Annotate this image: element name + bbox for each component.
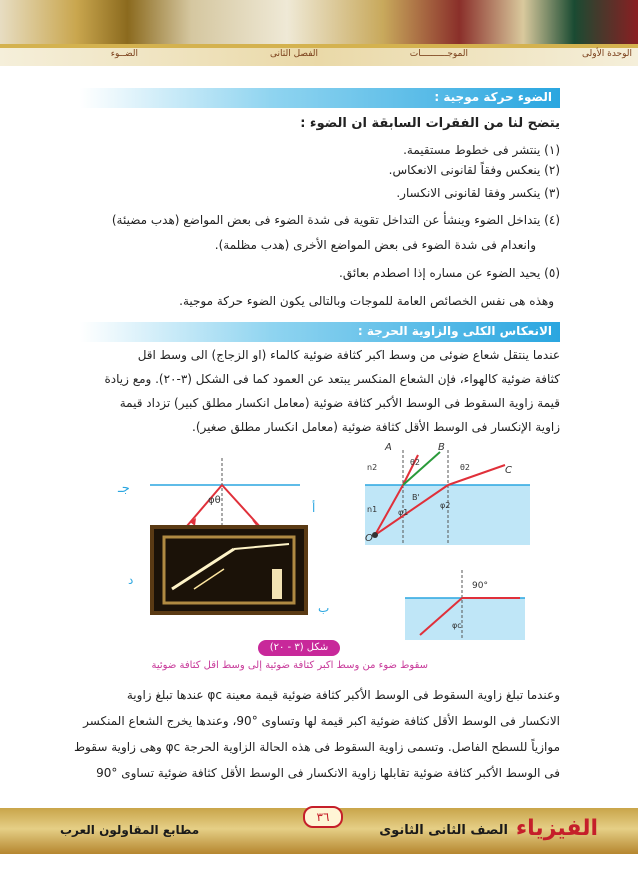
glass-block-photo (150, 525, 308, 615)
label-theta2b: θ2 (460, 463, 470, 472)
paragraph-line: فى الوسط الأكبر كثافة ضوئية تقابلها زاوية الانكسار فى الوسط الأقل كثافة ضوئية تساوى °90 (96, 766, 560, 780)
footer-subject: الفيزياء (515, 816, 598, 841)
label-dal: د (128, 573, 134, 587)
section-title: الانعكاس الكلى والزاوية الحرجة : (357, 324, 552, 338)
label-baa: ب (318, 601, 330, 615)
label-C: C (505, 465, 512, 476)
label-n2: n2 (367, 463, 378, 472)
label-theta2: θ2 (410, 458, 420, 467)
figure-label: شكل (٣ - ٢٠) (258, 640, 340, 656)
footer-publisher: مطابع المقاولون العرب (60, 823, 200, 837)
diagram-critical-angle (405, 570, 525, 640)
section-title-bar (80, 88, 560, 108)
page-number: ٣٦ (303, 806, 343, 828)
list-item: (٣) ينكسر وفقا لقانونى الانكسار. (396, 186, 560, 200)
list-item: (١) ينتشر فى خطوط مستقيمة. (403, 143, 560, 157)
section-title-bar (80, 322, 560, 342)
label-Bprime: B' (412, 493, 420, 502)
paragraph-line: كثافة ضوئية كالهواء، فإن الشعاع المنكسر يبتعد عن العمود كما فى الشكل (٣-٢٠). ومع زيادة (104, 372, 560, 386)
header-chapter: الفصل الثانى (270, 49, 318, 59)
paragraph-line: وعندما تبلغ زاوية السقوط فى الوسط الأكبر كثافة ضوئية قيمة معينة φc عندها تبلغ زاوية (126, 688, 560, 702)
paragraph-line: قيمة زاوية السقوط فى الوسط الأكبر كثافة ضوئية (معامل انكسار مطلق كبير) تزداد قيمة (119, 396, 560, 410)
list-item: (٤) يتداخل الضوء وينشأ عن التداخل تقوية فى شدة الضوء فى بعض المواضع (هدب مضيئة) (111, 213, 560, 227)
list-item: وانعدام فى شدة الضوء فى بعض المواضع الأخرى (هدب مظلمة). (214, 238, 536, 252)
section-conclusion: وهذه هى نفس الخصائص العامة للموجات وبالتالى يكون الضوء حركة موجية. (179, 294, 554, 308)
list-item: (٥) يحيد الضوء عن مساره إذا اصطدم بعائق. (339, 266, 560, 280)
header-waves: الموجــــــــــات (409, 49, 468, 59)
section-lead: يتضح لنا من الفقرات السابقة ان الضوء : (300, 116, 560, 131)
label-alif: أ (312, 501, 316, 515)
label-phi2: φ2 (440, 501, 451, 510)
label-phic: φc (452, 621, 462, 630)
label-jeem: جـ (118, 481, 130, 496)
refraction-figure (0, 440, 638, 640)
label-phi-theta: φθ (208, 495, 221, 506)
label-n1: n1 (367, 505, 378, 514)
photo-light-rays (154, 529, 304, 611)
list-item: (٢) ينعكس وفقاً لقانونى الانعكاس. (388, 163, 560, 177)
label-A: A (385, 442, 392, 453)
paragraph-line: موازياً للسطح الفاصل. وتسمى زاوية السقوط فى هذه الحالة الزاوية الحرجة φc وهى زاوية سقوط (73, 740, 560, 754)
label-phi1: φ1 (398, 508, 409, 517)
paragraph-line: عندما ينتقل شعاع ضوئى من وسط اكبر كثافة ضوئية كالماء (او الزجاج) الى وسط اقل (137, 348, 560, 362)
header-topic: الضــوء (110, 49, 138, 59)
label-O: O (365, 533, 373, 544)
header-unit: الوحدة الأولى (582, 49, 632, 59)
paragraph-line: زاوية الإنكسار فى الوسط الأقل كثافة ضوئية (معامل انكسار مطلق صغير). (192, 420, 560, 434)
label-B: B (438, 442, 445, 453)
label-90: 90° (472, 581, 488, 591)
section-title: الضوء حركة موجية : (434, 90, 552, 104)
top-decorative-banner (0, 0, 638, 50)
figure-caption: سقوط ضوء من وسط اكبر كثافة ضوئية إلى وسط اقل كثافة ضوئية (151, 660, 428, 671)
footer-grade: الصف الثانى الثانوى (379, 823, 508, 838)
chapter-header-bar (0, 48, 638, 66)
paragraph-line: الانكسار فى الوسط الأقل كثافة ضوئية اكبر قيمة لها وتساوى °90، وعندها يخرج الشعاع المنكسر (83, 714, 560, 728)
